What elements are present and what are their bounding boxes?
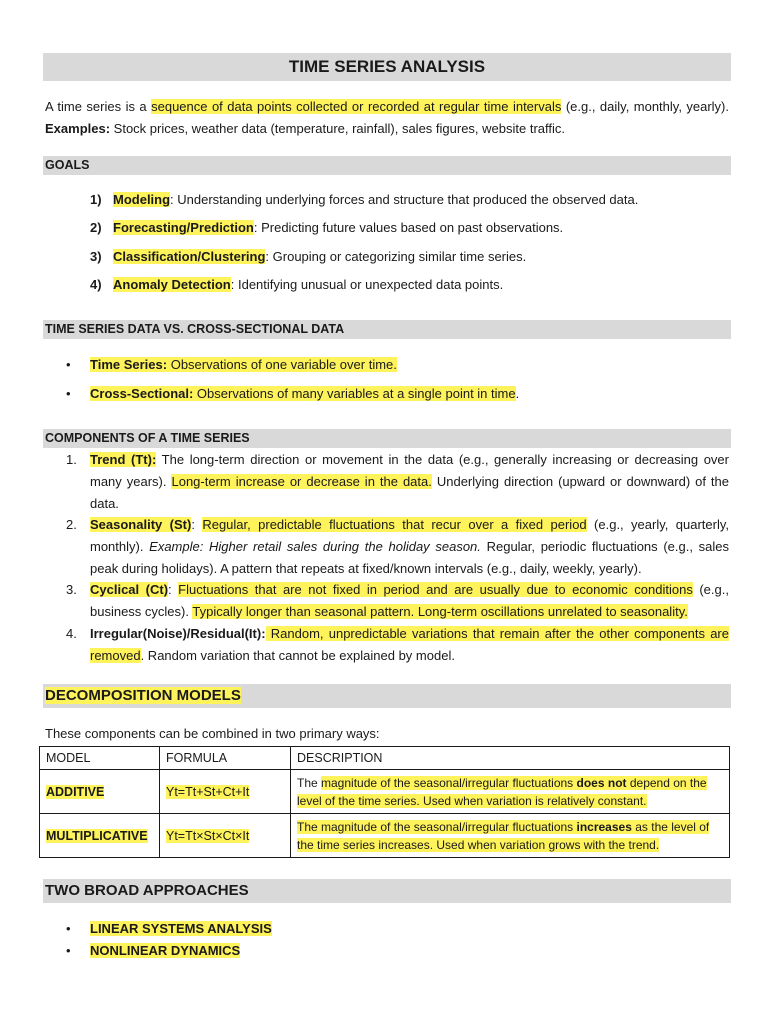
model-formula: Yt=Tt×St×Ct×It [166,828,250,843]
component-number: 3. [66,582,77,597]
table-cell-model [40,770,160,814]
goal-item [90,219,563,237]
bullet-icon: • [66,386,71,401]
description-emphasis: increases [576,819,632,834]
intro-highlight: sequence of data points collected or recorded at regular time intervals [151,99,562,114]
component-text: (e.g., business cycles). [90,582,729,619]
goal-text: : Understanding underlying forces and structure that produced the observed data. [170,192,639,207]
component-term: Trend (Tt): [90,452,157,467]
description-text: as the level of the time series increases. Used when variation grows with the trend. [297,819,710,852]
table-row [40,770,730,814]
goal-number: 1) [90,192,102,207]
table-cell-formula [160,770,291,814]
table-header-row [40,747,730,770]
component-item-trend [66,449,729,515]
goal-text: : Grouping or categorizing similar time series. [265,249,527,264]
component-text: (e.g., yearly, quarterly, monthly). [90,517,730,554]
item-text: Observations of one variable over time. [167,357,397,372]
component-term: Seasonality (St) [90,517,192,532]
component-term: Cyclical (Ct) [90,582,169,597]
table-cell-description [291,770,730,814]
component-text: Regular, periodic fluctuations (e.g., sales peak during holidays). A pattern that repeats at fixed/known intervals (e.g., daily, weekly, yearly). [90,539,730,576]
table-cell-formula [160,814,291,858]
goal-item [90,191,638,209]
component-item-seasonality [66,514,729,580]
model-name: MULTIPLICATIVE [46,828,148,843]
bullet-icon: • [66,943,71,958]
goal-term: Forecasting/Prediction [113,220,254,235]
component-highlight: Fluctuations that are not fixed in period and are usually due to economic conditions [178,582,693,597]
goal-term: Modeling [113,192,171,207]
page-title: TIME SERIES ANALYSIS [43,53,731,81]
goal-term: Anomaly Detection [113,277,231,292]
item-term: Cross-Sectional: [90,386,194,401]
decomposition-heading-text: DECOMPOSITION MODELS [45,687,241,704]
goal-number: 4) [90,277,102,292]
component-highlight: Regular, predictable fluctuations that recur over a fixed period [202,517,587,532]
model-name: ADDITIVE [46,784,105,799]
description-text: The [297,775,322,790]
component-text: . Random variation that cannot be explained by model. [140,648,455,663]
component-example: Example: Higher retail sales during the holiday season. [149,539,481,554]
approaches-heading: TWO BROAD APPROACHES [43,879,731,903]
component-highlight: Long-term increase or decrease in the data. [171,474,432,489]
description-text: The magnitude of the seasonal/irregular fluctuations [297,819,577,834]
component-highlight: Typically longer than seasonal pattern. Long-term oscillations unrelated to seasonality. [192,604,688,619]
table-cell-model [40,814,160,858]
component-highlight: Random, unpredictable variations that remain after the other components are removed [90,626,729,663]
component-text: Underlying direction (upward or downward) of the data. [90,474,730,511]
component-term: Irregular(Noise)/Residual(It): [90,626,266,641]
component-item-cyclical [66,579,729,623]
examples-text: Stock prices, weather data (temperature, rainfall), sales figures, website traffic. [110,121,566,136]
component-number: 4. [66,626,77,641]
components-heading: COMPONENTS OF A TIME SERIES [43,429,731,448]
item-text: Observations of many variables at a single point in time [193,386,516,401]
list-item [66,920,272,938]
model-formula: Yt=Tt+St+Ct+It [166,784,250,799]
goal-term: Classification/Clustering [113,249,266,264]
bullet-icon: • [66,357,71,372]
decomposition-heading [43,684,731,708]
table-cell-description [291,814,730,858]
goal-item [90,276,503,294]
intro-text-2: (e.g., daily, monthly, yearly). [561,99,730,114]
table-header-cell: DESCRIPTION [291,747,730,770]
table-header-cell: MODEL [40,747,160,770]
item-tail: . [515,386,520,401]
list-item [66,942,240,960]
list-item [66,385,519,403]
decomposition-table [39,746,730,858]
bullet-icon: • [66,921,71,936]
goal-item [90,248,526,266]
intro-text: A time series is a [45,99,152,114]
component-number: 2. [66,517,77,532]
approach-label: LINEAR SYSTEMS ANALYSIS [90,921,272,936]
component-number: 1. [66,452,77,467]
item-term: Time Series: [90,357,168,372]
component-text: The long-term direction or movement in the data (e.g., generally increasing or decreasing over many years). [90,452,729,489]
description-emphasis: does not [576,775,627,790]
goal-number: 2) [90,220,102,235]
table-row [40,814,730,858]
vs-heading: TIME SERIES DATA VS. CROSS-SECTIONAL DATA [43,320,731,339]
list-item [66,356,397,374]
component-item-irregular [66,623,729,667]
component-colon: : [168,582,179,597]
goals-heading: GOALS [43,156,731,175]
approach-label: NONLINEAR DYNAMICS [90,943,241,958]
description-text: depend on the level of the time series. Used when variation is relatively constant. [297,775,707,808]
intro-paragraph [45,96,729,140]
description-text: magnitude of the seasonal/irregular fluctuations [321,775,577,790]
goal-text: : Predicting future values based on past observations. [253,220,564,235]
goal-text: : Identifying unusual or unexpected data points. [230,277,504,292]
table-header-cell: FORMULA [160,747,291,770]
decomposition-intro: These components can be combined in two primary ways: [45,726,380,741]
component-colon: : [191,517,203,532]
goal-number: 3) [90,249,102,264]
examples-label: Examples: [45,121,111,136]
